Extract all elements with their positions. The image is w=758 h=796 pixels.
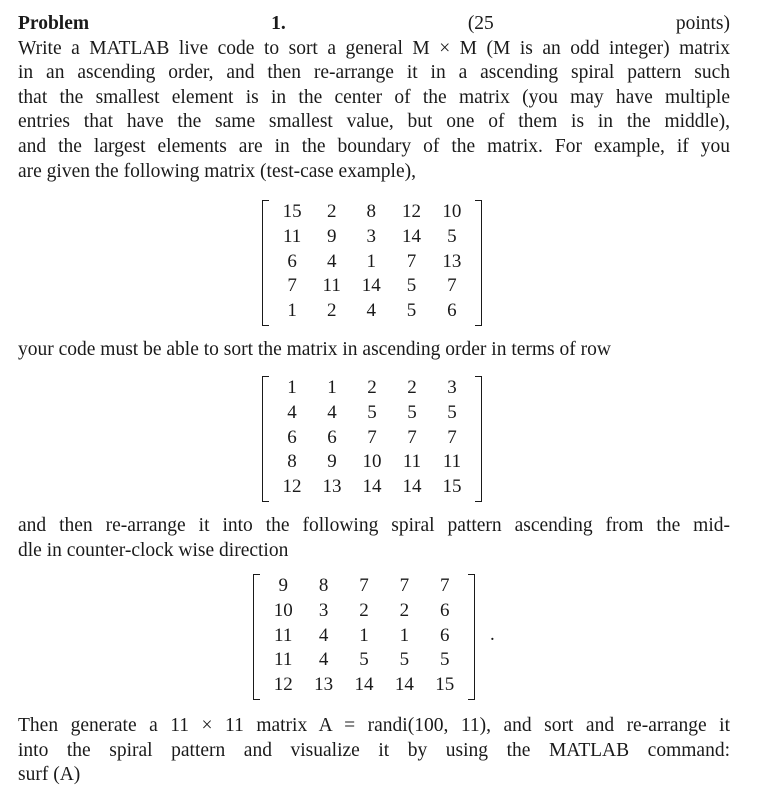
matrix-cell: 6 — [447, 300, 457, 322]
matrix-cell: 5 — [447, 401, 457, 423]
matrix-cell: 1 — [359, 624, 369, 646]
intro-line: in an ascending order, and then re-arrange it in a ascending spiral pattern such — [18, 62, 730, 84]
intro-line: that the smallest element is in the center of the matrix (you may have multiple — [18, 86, 730, 108]
matrix-cell: 11 — [322, 275, 341, 297]
matrix-cell: 5 — [406, 275, 417, 297]
matrix-row — [272, 200, 472, 225]
spiral-matrix — [253, 574, 475, 700]
matrix-row — [272, 450, 472, 475]
matrix-cell: 1 — [366, 250, 376, 272]
intro-line: Write a MATLAB live code to sort a general M × M (M is an odd integer) matrix — [18, 37, 730, 59]
matrix-cell: 1 — [399, 624, 410, 646]
matrix-cell: 2 — [326, 300, 337, 322]
matrix-cell: 13 — [314, 674, 334, 696]
matrix-cell: 9 — [327, 451, 337, 473]
sort-statement — [18, 338, 730, 363]
matrix-cell: 7 — [407, 426, 417, 448]
matrix-cell: 7 — [399, 575, 410, 596]
matrix-cell: 6 — [327, 426, 337, 448]
matrix-cell: 2 — [326, 201, 337, 222]
matrix-cell: 3 — [318, 599, 329, 621]
matrix-cell: 14 — [354, 674, 374, 696]
trailing-period: . — [490, 624, 495, 645]
matrix-cell: 15 — [435, 674, 455, 696]
matrix-row — [272, 426, 472, 451]
matrix-cell: 11 — [283, 225, 302, 247]
matrix-row — [272, 225, 472, 250]
matrix-cell: 8 — [318, 575, 329, 596]
matrix-row — [272, 376, 472, 401]
matrix-row — [263, 599, 465, 624]
matrix-cell: 4 — [318, 649, 329, 671]
matrix-cell: 7 — [406, 250, 417, 272]
spiral-statement — [18, 514, 730, 563]
matrix-cell: 8 — [366, 201, 376, 222]
matrix-cell: 7 — [359, 575, 369, 596]
matrix-grid — [272, 376, 472, 500]
matrix-cell: 4 — [366, 300, 376, 322]
matrix-row — [263, 673, 465, 698]
problem-heading-line — [18, 12, 730, 37]
matrix-cell: 5 — [359, 649, 369, 671]
matrix-cell: 15 — [282, 201, 302, 222]
right-bracket — [475, 376, 482, 502]
matrix-cell: 11 — [274, 624, 293, 646]
matrix-cell: 14 — [402, 225, 422, 247]
matrix-row — [272, 299, 472, 324]
left-bracket — [262, 376, 269, 502]
intro-line: and the largest elements are in the boundary of the matrix. For example, if you — [18, 135, 730, 157]
matrix-cell: 7 — [440, 575, 450, 596]
matrix-cell: 14 — [361, 275, 381, 297]
matrix-cell: 14 — [394, 674, 414, 696]
matrix-grid — [272, 200, 472, 324]
matrix-cell: 4 — [326, 250, 337, 272]
matrix-cell: 1 — [287, 377, 297, 398]
final-line: surf (A) — [18, 764, 81, 786]
matrix-cell: 5 — [399, 649, 410, 671]
matrix-cell: 11 — [442, 451, 462, 473]
matrix-cell: 5 — [447, 225, 457, 247]
matrix-cell: 3 — [366, 225, 376, 247]
matrix-cell: 4 — [327, 401, 337, 423]
matrix-cell: 2 — [399, 599, 410, 621]
final-statement — [18, 714, 730, 788]
matrix-row — [263, 648, 465, 673]
matrix-cell: 1 — [287, 300, 297, 322]
problem-statement — [18, 12, 730, 184]
matrix-cell: 4 — [318, 624, 329, 646]
matrix-cell: 7 — [367, 426, 377, 448]
matrix-cell: 5 — [407, 401, 417, 423]
original-matrix — [262, 200, 482, 326]
right-bracket — [468, 574, 475, 700]
left-bracket — [262, 200, 269, 326]
matrix-row — [263, 624, 465, 649]
matrix-grid — [263, 574, 465, 698]
matrix-cell: 5 — [367, 401, 377, 423]
intro-line: entries that have the same smallest value, but one of them is in the middle), — [18, 111, 730, 133]
matrix-row — [272, 475, 472, 500]
matrix-row — [263, 574, 465, 599]
matrix-row — [272, 401, 472, 426]
matrix-cell: 10 — [442, 201, 462, 222]
matrix-cell: 7 — [447, 426, 457, 448]
matrix-row — [272, 274, 472, 299]
matrix-cell: 12 — [402, 201, 422, 222]
matrix-cell: 7 — [447, 275, 457, 297]
matrix-cell: 14 — [362, 476, 382, 498]
spiral-line: dle in counter-clock wise direction — [18, 539, 289, 561]
matrix-cell: 10 — [273, 599, 293, 621]
matrix-cell: 6 — [287, 250, 297, 272]
matrix-cell: 6 — [287, 426, 297, 448]
matrix-cell: 6 — [440, 599, 450, 621]
matrix-cell: 5 — [406, 300, 417, 322]
matrix-cell: 12 — [273, 674, 293, 696]
matrix-cell: 13 — [442, 250, 462, 272]
matrix-cell: 6 — [440, 624, 450, 646]
matrix-cell: 11 — [274, 649, 293, 671]
matrix-cell: 11 — [402, 451, 422, 473]
problem-title: Problem 1. — [18, 13, 286, 34]
matrix-cell: 10 — [362, 451, 382, 473]
left-bracket — [253, 574, 260, 700]
problem-points: (25 points) — [467, 13, 730, 34]
final-line: Then generate a 11 × 11 matrix A = randi(100, 11), and sort and re-arrange it — [18, 715, 730, 736]
matrix-cell: 1 — [327, 377, 337, 398]
matrix-cell: 2 — [359, 599, 369, 621]
matrix-cell: 9 — [326, 225, 337, 247]
right-bracket — [475, 200, 482, 326]
matrix-cell: 8 — [287, 451, 297, 473]
matrix-cell: 15 — [442, 476, 462, 498]
matrix-cell: 3 — [447, 377, 457, 398]
matrix-cell: 5 — [440, 649, 450, 671]
final-line: into the spiral pattern and visualize it by using the MATLAB command: — [18, 739, 730, 761]
matrix-cell: 2 — [367, 377, 377, 398]
spiral-line: and then re-arrange it into the following spiral pattern ascending from the mid- — [18, 515, 730, 536]
matrix-cell: 14 — [402, 476, 422, 498]
matrix-cell: 9 — [278, 575, 288, 596]
matrix-cell: 4 — [287, 401, 297, 423]
intro-line: are given the following matrix (test-case example), — [18, 160, 416, 182]
matrix-cell: 2 — [407, 377, 417, 398]
sort-line: your code must be able to sort the matrix in ascending order in terms of row — [18, 339, 611, 360]
sorted-matrix — [262, 376, 482, 502]
matrix-cell: 7 — [287, 275, 297, 297]
matrix-cell: 12 — [282, 476, 302, 498]
matrix-cell: 13 — [322, 476, 342, 498]
matrix-row — [272, 250, 472, 275]
